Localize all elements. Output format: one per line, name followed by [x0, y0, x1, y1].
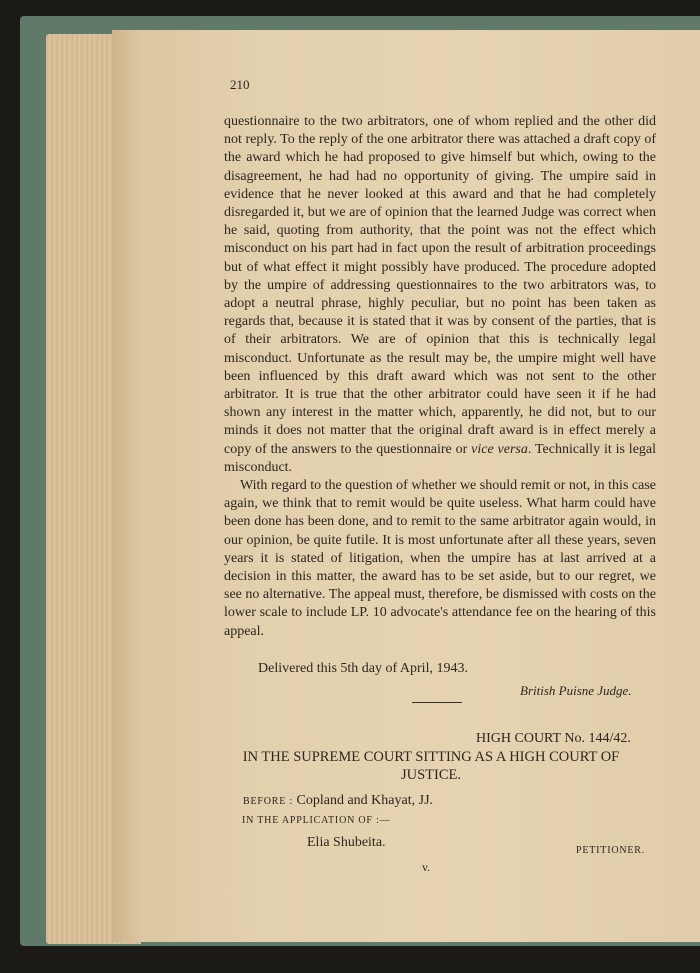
body-text: [224, 113, 656, 641]
page-number: 210: [230, 77, 250, 92]
judge-signature: British Puisne Judge.: [520, 683, 632, 698]
judges-names: Copland and Khayat, JJ.: [296, 793, 434, 808]
paragraph-1-text: questionnaire to the two arbitrators, one of whom replied and the other did not reply. To the reply of the one arbitrator there was attached a draft copy of the award which he had proposed to give himself but which, owing to the disagreement, he had had no opportunity of giving. The umpire said in evidence that he never looked at this award and that he had completely disregarded it, but we are of opinion that the learned Judge was correct when he said, quoting from authority, that the point was not the effect which misconduct on his part had in fact upon the result of arbitration proceedings but of what effect it might possibly have produced. The procedure adopted by the umpire of addressing questionnaires to the two arbitrators was, to adopt a neutral phrase, highly peculiar, but no point has been taken as regards that, because it is stated that it was by consent of the parties, that is of their arbitrators. We are of opinion that this is technically legal misconduct. Unfortunate as the result may be, the umpire might well have been influenced by this draft award which was not sent to the other arbitrator. It is true that the other arbitrator could have seen it if he had shown any interest in the matter which, apparently, he did not, but to our minds it does not matter that the original draft award is in effect merely a copy of the answers to the questionnaire or: [224, 114, 656, 457]
before-label: BEFORE :: [243, 796, 294, 807]
vice-versa-phrase: vice versa: [471, 441, 528, 457]
paragraph-1-end: . Technically it is legal misconduct.: [224, 441, 657, 475]
section-divider: [412, 702, 462, 703]
before-row: [243, 792, 433, 811]
petitioner-name: Elia Shubeita.: [307, 835, 386, 850]
case-number: HIGH COURT No. 144/42.: [476, 731, 631, 746]
paragraph-1: [224, 113, 656, 477]
delivered-line: Delivered this 5th day of April, 1943.: [258, 661, 468, 676]
application-label: IN THE APPLICATION OF :—: [242, 815, 391, 826]
petitioner-label: PETITIONER.: [576, 845, 646, 856]
court-heading: IN THE SUPREME COURT SITTING AS A HIGH COURT OF JUSTICE.: [242, 749, 620, 783]
versus-label: v.: [422, 860, 431, 874]
paragraph-2: With regard to the question of whether we should remit or not, in this case again, we think that to remit would be quite useless. What harm could have been done has been done, and to remit to the same arbitrator again would, in our opinion, be quite futile. It is most unfortunate after all these years, seven years it is stated of litigation, when the umpire has at last arrived at a decision in this matter, the award has to be set aside, but to our regret, we see no alternative. The appeal must, therefore, be dismissed with costs on the lower scale to include LP. 10 advocate's attendance fee on the hearing of this appeal.: [224, 478, 656, 639]
